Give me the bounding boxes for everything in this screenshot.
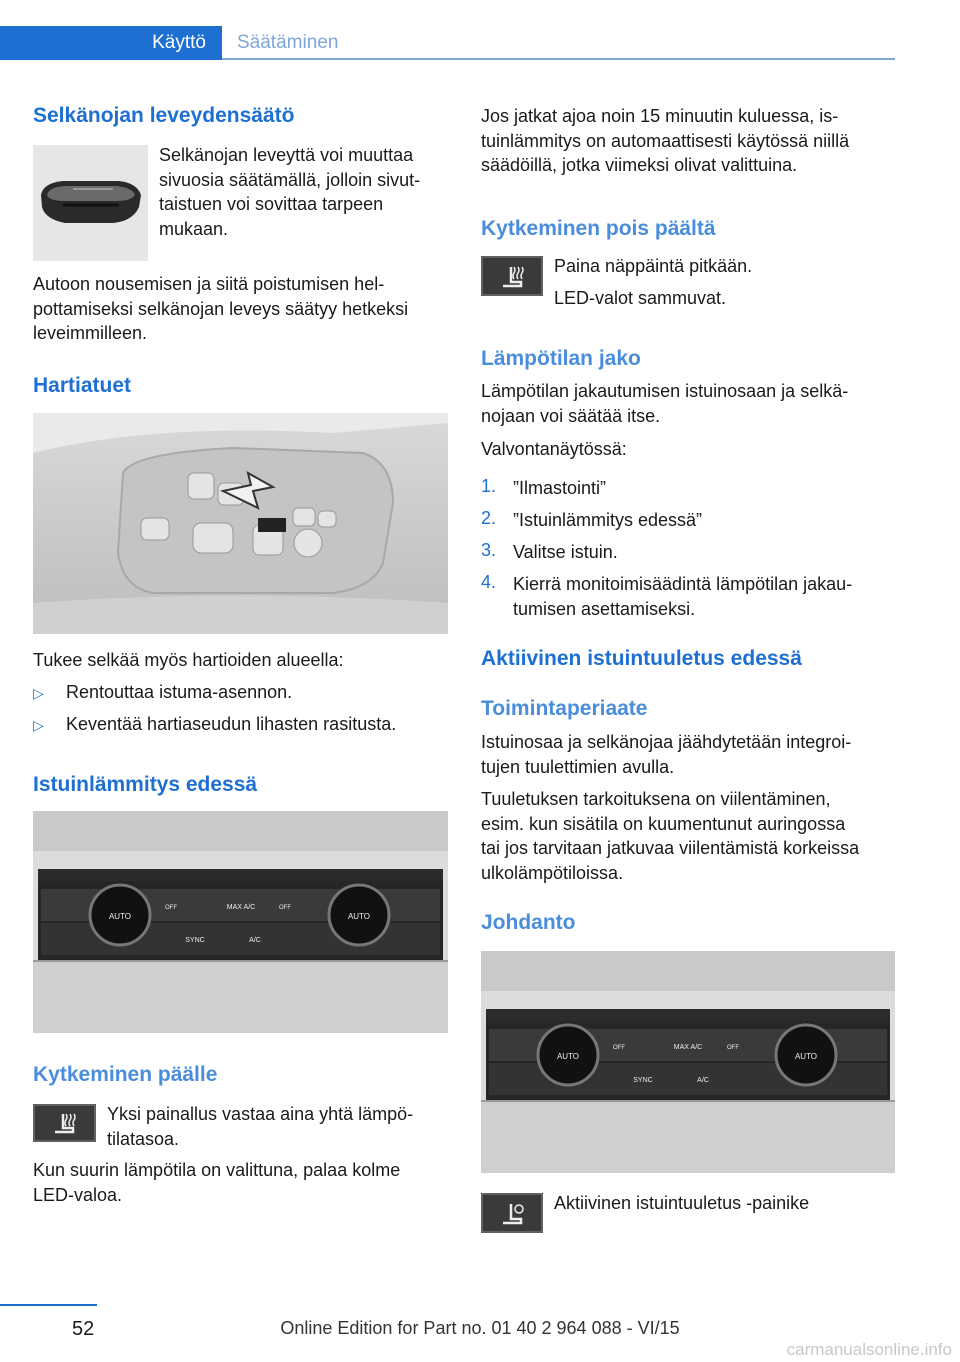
valvonta-text: Valvontanäytössä: <box>481 439 627 459</box>
svg-text:AUTO: AUTO <box>108 912 132 921</box>
step-number: 1. <box>481 476 497 496</box>
kun-text: Kun suurin lämpötila on valittuna, palaa kolme LED-valoa. <box>33 1160 401 1205</box>
svg-text:AUTO: AUTO <box>347 912 371 921</box>
heading-johdanto: Johdanto <box>481 911 576 934</box>
svg-text:A/C: A/C <box>697 1077 709 1084</box>
header <box>0 0 960 62</box>
watermark: carmanualsonline.info <box>786 1340 952 1359</box>
selkanoja-text: Selkänojan leveyttä voi muuttaa sivuosia säätämällä, jolloin sivut- taistuen voi sovittaa tarpeen mukaan. <box>159 145 421 239</box>
svg-text:OFF: OFF <box>165 905 177 911</box>
seat-controls-image <box>33 413 448 634</box>
seat-heating-button-icon <box>33 1104 96 1142</box>
heading-pois: Kytkeminen pois päältä <box>481 217 716 240</box>
jako-text: Lämpötilan jakautumisen istuinosaan ja selkä- nojaan voi säätää itse. <box>481 381 849 426</box>
climate-panel-image <box>33 811 448 1033</box>
svg-text:AUTO: AUTO <box>556 1052 580 1061</box>
bullet-icon: ▷ <box>33 717 44 733</box>
svg-text:MAX A/C: MAX A/C <box>673 1044 703 1051</box>
heading-jako: Lämpötilan jako <box>481 347 641 370</box>
step-text-cont: tumisen asettamiseksi. <box>513 599 696 619</box>
heading-aktiivinen: Aktiivinen istuintuuletus edessä <box>481 647 802 670</box>
svg-text:OFF: OFF <box>727 1045 739 1051</box>
svg-text:OFF: OFF <box>279 905 291 911</box>
header-rule <box>222 58 895 60</box>
heading-istuinlammitys: Istuinlämmitys edessä <box>33 773 258 796</box>
climate-panel-image <box>481 951 895 1173</box>
tukee-text: Tukee selkää myös hartioiden alueella: <box>33 650 344 670</box>
bullet-icon: ▷ <box>33 685 44 701</box>
page-number: 52 <box>72 1318 95 1340</box>
heading-hartiatuet: Hartiatuet <box>33 374 132 397</box>
step-number: 2. <box>481 508 497 528</box>
svg-text:AUTO: AUTO <box>794 1052 818 1061</box>
edition-text: Online Edition for Part no. 01 40 2 964 088 - VI/15 <box>280 1318 680 1338</box>
seat-ventilation-button-icon <box>481 1193 543 1233</box>
svg-text:OFF: OFF <box>613 1045 625 1051</box>
bullet-2: Keventää hartiaseudun lihasten rasitusta. <box>66 714 397 734</box>
step-number: 4. <box>481 572 497 592</box>
heading-toiminta: Toimintaperiaate <box>481 697 648 720</box>
heading-paalle: Kytkeminen päälle <box>33 1063 218 1086</box>
pois-text-1: Paina näppäintä pitkään. <box>554 256 753 276</box>
step-text: Valitse istuin. <box>513 542 618 562</box>
svg-text:SYNC: SYNC <box>633 1077 653 1084</box>
nousu-text: Autoon nousemisen ja siitä poistumisen hel- pottamiseksi selkänojan leveys säätyy hetkeksi leveimmilleen. <box>33 274 409 343</box>
step-number: 3. <box>481 540 497 560</box>
step-text: ”Ilmastointi” <box>513 478 607 498</box>
pois-text-2: LED-valot sammuvat. <box>554 288 727 308</box>
tuuletus-text: Tuuletuksen tarkoituksena on viilentäminen, esim. kun sisätila on kuumentunut auringossa tai jos tarvitaan jatkuvaa viilentämistä korkeissa ulkolämpötiloissa. <box>481 789 860 883</box>
bullet-1: Rentouttaa istuma-asennon. <box>66 682 293 702</box>
backrest-width-knob-image <box>33 145 148 261</box>
step-text: ”Istuinlämmitys edessä” <box>513 510 703 530</box>
painike-text: Aktiivinen istuintuuletus -painike <box>554 1193 810 1213</box>
svg-text:SYNC: SYNC <box>185 937 205 944</box>
toiminta-text: Istuinosaa ja selkänojaa jäähdytetään integroi- tujen tuulettimien avulla. <box>481 732 852 777</box>
tab-kaytto[interactable]: Käyttö <box>0 26 222 60</box>
footer-rule <box>0 1304 97 1306</box>
svg-text:MAX A/C: MAX A/C <box>226 904 256 911</box>
jos-text: Jos jatkat ajoa noin 15 minuutin kuluessa, is- tuinlämmitys on automaattisesti käytössä niillä säädöillä, jotka viimeksi olivat valittuina. <box>481 106 850 175</box>
seat-heating-button-icon <box>481 256 543 296</box>
heading-selkanoja: Selkänojan leveydensäätö <box>33 104 295 127</box>
step-text: Kierrä monitoimisäädintä lämpötilan jakau- <box>513 574 853 594</box>
paalle-text: Yksi painallus vastaa aina yhtä lämpö- tilatasoa. <box>107 1104 414 1149</box>
tab-saataminen[interactable]: Säätäminen <box>237 32 339 53</box>
svg-text:A/C: A/C <box>249 937 261 944</box>
